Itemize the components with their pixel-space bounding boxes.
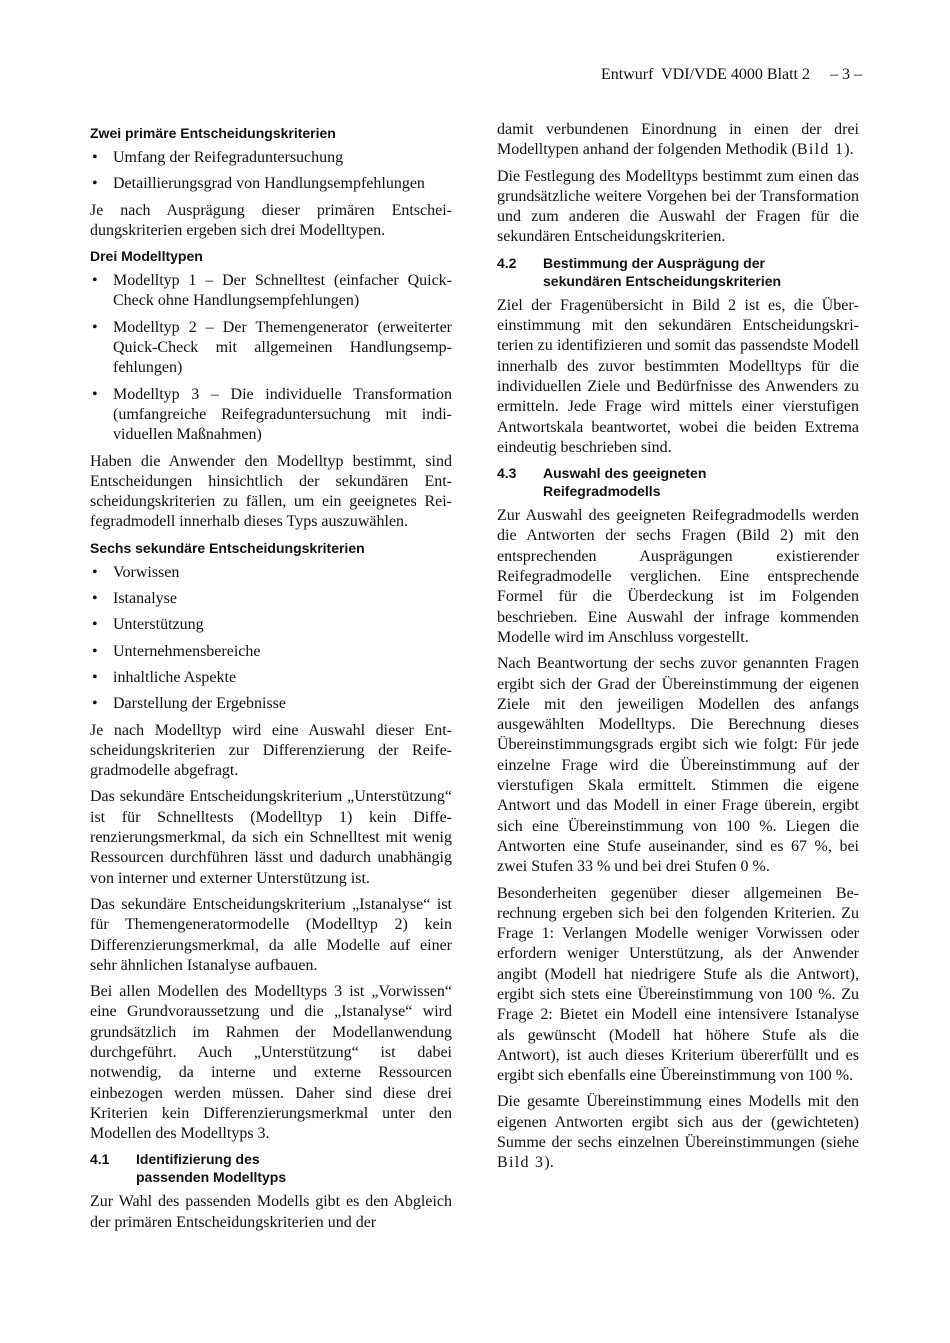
list-item: • inhaltliche Aspekte	[90, 668, 452, 688]
paragraph: Besonderheiten gegenüber dieser allgemeinen Berechnung ergeben sich bei den folgenden Kriterien. Zu Frage 1: Verlangen Modelle weniger Vorwissen oder erfordern weniger Unterstützung, als der Anwender angibt (Modell hat niedrigere Stufe als die Antwort), ergibt sich stets eine Übereinstimmung von 100 %. Zu Frage 2: Bietet ein Modell eine intensivere Istanalyse als gewünscht (Modell hat höhere Stufe als die Antwort), ist auch dieses Kriterium übererfüllt und es ergibt sich ebenfalls eine Übereinstimmung von 100 %.	[497, 884, 859, 1085]
running-title: Entwurf VDI/VDE 4000 Blatt 2	[600, 66, 810, 83]
primary-criteria-list	[90, 148, 452, 195]
right-column	[497, 120, 859, 1180]
paragraph: Das sekundäre Entscheidungskriterium „Unterstützung“ ist für Schnelltests (Modelltyp 1) kein Differenzierungsmerkmal, da sich ein Schnelltest mit wenig Ressourcen durchführen lässt und dadurch unabhängig von interner und externer Unterstützung ist.	[90, 788, 452, 887]
paragraph	[497, 120, 859, 161]
paragraph: Das sekundäre Entscheidungskriterium „Istanalyse“ ist für Themengeneratormodelle (Modelltyp 2) kein Differenzierungsmerkmal, da alle Modelle auf einer sehr ähnlichen Istanalyse aufbauen.	[90, 895, 452, 974]
list-item: • Istanalyse	[90, 589, 452, 609]
heading-primary-criteria: Zwei primäre Entscheidungskriterien	[90, 125, 336, 141]
text-run: ).	[844, 141, 854, 159]
text-run: damit verbundenen Einordnung in einen der drei Modelltypen anhand der folgenden Methodik (	[497, 121, 859, 159]
section-title	[543, 254, 781, 290]
paragraph: Bei allen Modellen des Modelltyps 3 ist „Vorwissen“ eine Grundvoraussetzung und die „Istanalyse“ wird grundsätzlich im Rahmen der Modellanwendung durchgeführt. Auch „Unterstützung“ ist dabei notwendig, da interne und externe Ressourcen einbezogen werden müssen. Daher sind diese drei Kriterien kein Differenzierungsmerkmal unter den Modellen des Modelltyps 3.	[90, 983, 452, 1143]
section-title	[543, 464, 706, 500]
list-item: • Modelltyp 2 – Der Themengenerator (erweiterter Quick-Check mit allgemeinen Handlungsempfehlungen)	[90, 318, 452, 379]
left-column	[90, 120, 452, 1239]
heading-4-3	[497, 464, 859, 500]
list-item: • Umfang der Reifegraduntersuchung	[90, 148, 452, 168]
title-line: Bestimmung der Ausprägung der	[543, 254, 765, 271]
figure-reference: Bild 3	[497, 1154, 545, 1172]
heading-4-2	[497, 254, 859, 290]
list-item: • Vorwissen	[90, 563, 452, 583]
heading-secondary-criteria: Sechs sekundäre Entscheidungskriterien	[90, 539, 365, 556]
title-line: sekundären Entscheidungskriterien	[543, 272, 782, 289]
paragraph	[497, 1092, 859, 1173]
paragraph: Je nach Modelltyp wird eine Auswahl dieser Entscheidungskriterien zur Differenzierung der Reifegradmodelle abgefragt.	[90, 721, 452, 780]
title-line: Reifegradmodells	[543, 483, 661, 500]
paragraph: Haben die Anwender den Modelltyp bestimmt, sind Entscheidungen hinsichtlich der sekundären Entscheidungskriterien zu fällen, um ein geeignetes Reifegradmodell innerhalb dieses Typs auszuwählen.	[90, 452, 452, 531]
text-run: ).	[544, 1154, 554, 1172]
section-title	[136, 1150, 286, 1186]
title-line: Identifizierung des	[136, 1151, 260, 1168]
list-item: • Darstellung der Ergebnisse	[90, 694, 452, 714]
paragraph: Zur Auswahl des geeigneten Reifegradmodells werden die Antworten der sechs Fragen (Bild 2) mit den entsprechenden Ausprägungen existierender Reifegradmodelle verglichen. Eine entsprechende Formel für die Überdeckung ist im Folgenden beschrieben. Eine Auswahl der infrage kommenden Modelle wird im Anschluss vorgestellt.	[497, 507, 859, 646]
paragraph: Nach Beantwortung der sechs zuvor genannten Fragen ergibt sich der Grad der Übereinstimmung der eigenen Ziele mit den jeweiligen Modellen des anfangs ausgewählten Modelltyps. Die Berechnung dieses Übereinstimmungsgrads ergibt sich wie folgt: Für jede einzelne Frage wird die Übereinstimmung auf der vierstufigen Skala ermittelt. Stimmen die eigene Antwort und das Modell in einer Frage überein, ergibt sich eine Übereinstimmung von 100 %. Liegen die Antworten eine Stufe auseinander, sind es 67 %, bei zwei Stufen 33 % und bei drei Stufen 0 %.	[497, 655, 859, 876]
list-item: • Unternehmensbereiche	[90, 642, 452, 662]
paragraph: Die Festlegung des Modelltyps bestimmt zum einen das grundsätzliche weitere Vorgehen bei der Transformation und zum anderen die Auswahl der Fragen für die sekundären Entscheidungskriterien.	[497, 167, 859, 246]
title-line: Auswahl des geeigneten	[543, 465, 707, 482]
paragraph: Ziel der Fragenübersicht in Bild 2 ist es, die Übereinstimmung mit den sekundären Entscheidungskriterien zu identifizieren und somit das passendste Modell innerhalb des zuvor bestimmten Modelltyps für die individuellen Ziele und Bedürfnisse des Anwenders zu ermitteln. Jede Frage wird mittels einer vierstufigen Antwortskala beantwortet, wobei die beiden Extrema eindeutig beschrieben sind.	[497, 296, 859, 456]
secondary-criteria-list	[90, 563, 452, 715]
title-line: passenden Modelltyps	[136, 1169, 287, 1186]
model-types-list	[90, 271, 452, 445]
page-header	[601, 66, 862, 84]
list-item: • Modelltyp 1 – Der Schnelltest (einfacher Quick-Check ohne Handlungsempfehlungen)	[90, 271, 452, 312]
list-item: • Modelltyp 3 – Die individuelle Transformation (umfangreiche Reifegraduntersuchung mit individuellen Maßnahmen)	[90, 385, 452, 446]
text-run: Die gesamte Übereinstimmung eines Modells mit den eigenen Antworten ergibt sich aus der (gewichteten) Summe der sechs einzelnen Übereinstimmungen (siehe	[497, 1093, 859, 1152]
paragraph: Je nach Ausprägung dieser primären Entscheidungskriterien ergeben sich drei Modelltypen.	[90, 201, 452, 239]
heading-4-1	[90, 1150, 452, 1186]
figure-reference: Bild 1	[796, 141, 845, 159]
list-item: • Detaillierungsgrad von Handlungsempfehlungen	[90, 174, 452, 194]
page-number: – 3 –	[830, 66, 862, 83]
section-number: 4.2	[497, 254, 517, 271]
list-item: • Unterstützung	[90, 615, 452, 635]
paragraph: Zur Wahl des passenden Modells gibt es den Abgleich der primären Entscheidungskriterien und der	[90, 1193, 452, 1231]
heading-model-types: Drei Modelltypen	[90, 248, 203, 265]
section-number: 4.1	[90, 1151, 110, 1168]
section-number: 4.3	[497, 465, 517, 482]
